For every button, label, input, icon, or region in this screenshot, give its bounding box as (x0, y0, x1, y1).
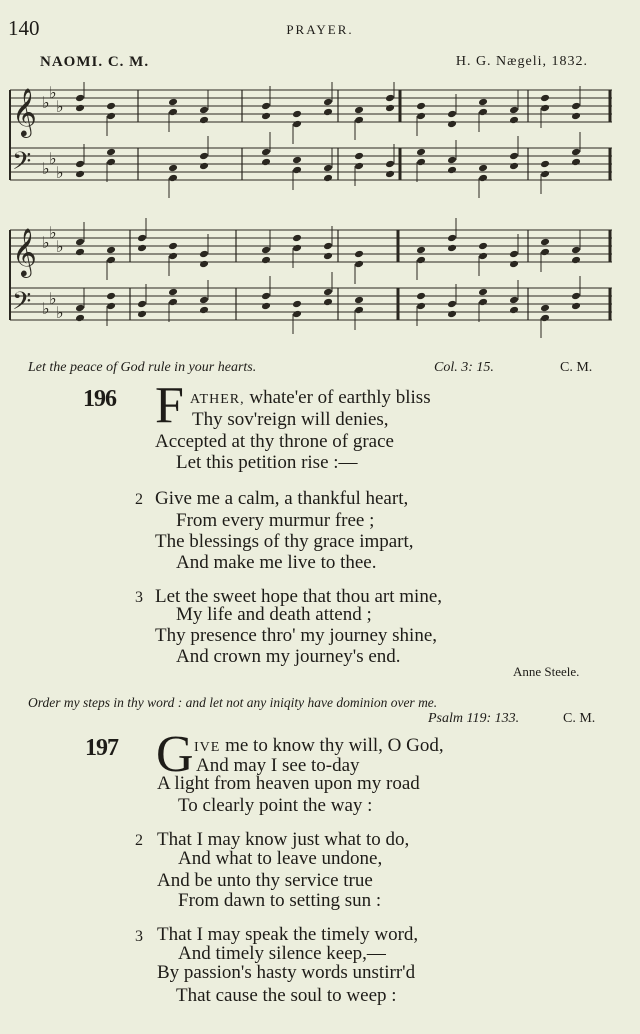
hymn196-line-8: And make me live to thee. (176, 552, 377, 573)
note-head (478, 108, 488, 117)
note-head (75, 104, 85, 113)
hymn197-line-10: And timely silence keep,— (178, 943, 386, 964)
note-head (137, 310, 147, 319)
hymn197-line-11: By passion's hasty words unstirr'd (157, 962, 416, 983)
verse-number: 2 (135, 491, 143, 508)
flat-icon: ♭ (42, 299, 50, 318)
note-head (571, 292, 581, 301)
note-head (199, 152, 209, 161)
note-head (416, 292, 426, 301)
note-head (540, 314, 550, 323)
note-head (261, 158, 271, 167)
hymn196-line-11: Thy presence thro' my journey shine, (155, 625, 438, 646)
note-head (571, 148, 581, 157)
note-head (106, 246, 116, 255)
treble-clef-icon: 𝄞 (12, 227, 37, 276)
note-head (168, 164, 178, 173)
tune-name: NAOMI. C. M. (40, 54, 150, 70)
note-head (354, 106, 364, 115)
note-head (540, 104, 550, 113)
note-head (261, 102, 271, 111)
note-head (261, 112, 271, 121)
note-head (106, 148, 116, 157)
hymn196-line-1: ATHER, whate'er of earthly bliss (190, 387, 431, 408)
hymn197-line-1: IVE me to know thy will, O God, (194, 735, 444, 756)
note-head (168, 242, 178, 251)
note-head (199, 250, 209, 259)
hymn196-line-10: My life and death attend ; (176, 604, 372, 625)
drop-cap-197: G (156, 726, 194, 783)
note-head (292, 244, 302, 253)
hymn197-line-8: From dawn to setting sun : (178, 890, 382, 911)
scripture-ref-196: Col. 3: 15. (434, 360, 494, 375)
flat-icon: ♭ (56, 303, 64, 322)
note-head (354, 162, 364, 171)
hymn196-line-9: Let the sweet hope that thou art mine, (155, 586, 443, 607)
note-head (75, 248, 85, 257)
note-head (168, 108, 178, 117)
note-head (571, 102, 581, 111)
flat-icon: ♭ (49, 149, 57, 168)
hymn196-line-3: Accepted at thy throne of grace (155, 431, 394, 452)
note-head (478, 242, 488, 251)
flat-icon: ♭ (49, 83, 57, 102)
note-head (323, 288, 333, 297)
note-head (292, 120, 302, 129)
hymn196-line-4: Let this petition rise :— (176, 452, 358, 473)
note-head (168, 98, 178, 107)
composer-credit: H. G. Nægeli, 1832. (455, 54, 588, 69)
note-head (323, 252, 333, 261)
note-head (354, 306, 364, 315)
drop-cap-196: F (155, 377, 184, 434)
note-head (509, 152, 519, 161)
note-head (416, 102, 426, 111)
note-head (199, 306, 209, 315)
verse-number: 3 (135, 589, 143, 606)
note-head (199, 162, 209, 171)
note-head (540, 304, 550, 313)
note-head (447, 300, 457, 309)
note-head (509, 306, 519, 315)
flat-icon: ♭ (42, 233, 50, 252)
hymn197-line-12: That cause the soul to weep : (176, 985, 397, 1006)
note-head (292, 110, 302, 119)
note-head (478, 298, 488, 307)
hymn196-line-12: And crown my journey's end. (176, 646, 401, 667)
note-head (416, 148, 426, 157)
note-head (323, 98, 333, 107)
note-head (292, 156, 302, 165)
note-head (478, 164, 488, 173)
note-head (106, 112, 116, 121)
note-head (75, 304, 85, 313)
note-head (292, 300, 302, 309)
note-head (106, 256, 116, 265)
note-head (137, 244, 147, 253)
note-head (75, 170, 85, 179)
note-head (137, 300, 147, 309)
note-head (385, 160, 395, 169)
note-head (354, 152, 364, 161)
note-head (540, 94, 550, 103)
hymn196-line-7: The blessings of thy grace impart, (155, 531, 414, 552)
note-head (106, 102, 116, 111)
note-head (509, 106, 519, 115)
meter-197: C. M. (563, 711, 596, 726)
flat-icon: ♭ (42, 93, 50, 112)
note-head (323, 174, 333, 183)
note-head (540, 248, 550, 257)
note-head (416, 256, 426, 265)
note-head (354, 116, 364, 125)
flat-icon: ♭ (56, 237, 64, 256)
hymn197-line-5: That I may know just what to do, (157, 829, 410, 850)
note-head (478, 174, 488, 183)
hymn196-line-2: Thy sov'reign will denies, (192, 409, 389, 430)
verse-number: 3 (135, 928, 143, 945)
note-head (168, 288, 178, 297)
note-head (354, 296, 364, 305)
hymn197-line-4: To clearly point the way : (178, 795, 373, 816)
note-head (571, 246, 581, 255)
hymn197-line-6: And what to leave undone, (178, 848, 383, 869)
hymn197-line-2: And may I see to-day (196, 755, 360, 776)
note-head (199, 296, 209, 305)
note-head (385, 104, 395, 113)
note-head (323, 242, 333, 251)
note-head (168, 252, 178, 261)
note-head (571, 158, 581, 167)
note-head (354, 260, 364, 269)
treble-clef-icon: 𝄞 (12, 87, 37, 136)
author-196: Anne Steele. (513, 664, 580, 679)
note-head (540, 238, 550, 247)
note-head (416, 158, 426, 167)
meter-196: C. M. (560, 360, 593, 375)
flat-icon: ♭ (56, 97, 64, 116)
hymn196-line-6: From every murmur free ; (176, 510, 375, 531)
note-head (292, 234, 302, 243)
note-head (168, 298, 178, 307)
note-head (447, 310, 457, 319)
bass-clef-icon: 𝄢 (12, 147, 32, 182)
note-head (540, 170, 550, 179)
hymn-number-197: 197 (85, 735, 118, 761)
flat-icon: ♭ (56, 163, 64, 182)
note-head (106, 292, 116, 301)
note-head (509, 296, 519, 305)
note-head (416, 246, 426, 255)
running-title: PRAYER. (286, 22, 354, 37)
bass-clef-icon: 𝄢 (12, 287, 32, 322)
note-head (261, 292, 271, 301)
note-head (447, 166, 457, 175)
verse-number: 2 (135, 832, 143, 849)
note-head (416, 112, 426, 121)
note-head (478, 288, 488, 297)
note-head (106, 302, 116, 311)
note-head (292, 310, 302, 319)
note-head (199, 116, 209, 125)
note-head (261, 302, 271, 311)
note-head (385, 94, 395, 103)
note-head (447, 234, 457, 243)
hymn-number-196: 196 (83, 386, 116, 412)
note-head (323, 164, 333, 173)
note-head (137, 234, 147, 243)
hymn196-line-5: Give me a calm, a thankful heart, (155, 488, 409, 509)
note-head (261, 148, 271, 157)
page-number: 140 (8, 16, 40, 40)
note-head (447, 244, 457, 253)
note-head (509, 250, 519, 259)
note-head (75, 94, 85, 103)
scripture-ref-197: Psalm 119: 133. (428, 711, 520, 726)
note-head (478, 98, 488, 107)
note-head (447, 110, 457, 119)
note-head (478, 252, 488, 261)
note-head (199, 260, 209, 269)
note-head (540, 160, 550, 169)
note-head (323, 108, 333, 117)
note-head (261, 256, 271, 265)
note-head (509, 162, 519, 171)
note-head (261, 246, 271, 255)
hymn197-line-3: A light from heaven upon my road (157, 773, 420, 794)
note-head (416, 302, 426, 311)
note-head (509, 116, 519, 125)
note-head (75, 314, 85, 323)
hymn197-line-9: That I may speak the timely word, (157, 924, 419, 945)
note-head (385, 170, 395, 179)
note-head (168, 174, 178, 183)
flat-icon: ♭ (42, 159, 50, 178)
note-head (75, 238, 85, 247)
flat-icon: ♭ (49, 223, 57, 242)
note-head (199, 106, 209, 115)
note-head (571, 256, 581, 265)
note-head (292, 166, 302, 175)
music-score (0, 82, 640, 344)
note-head (509, 260, 519, 269)
note-head (106, 158, 116, 167)
scripture-197: Order my steps in thy word : and let not any iniqity have dominion over me. (28, 695, 438, 710)
note-head (571, 112, 581, 121)
scripture-196: Let the peace of God rule in your hearts. (28, 360, 257, 375)
flat-icon: ♭ (49, 289, 57, 308)
note-head (75, 160, 85, 169)
note-head (354, 250, 364, 259)
note-head (323, 298, 333, 307)
note-head (571, 302, 581, 311)
note-head (447, 120, 457, 129)
hymn197-line-7: And be unto thy service true (157, 870, 373, 891)
note-head (447, 156, 457, 165)
